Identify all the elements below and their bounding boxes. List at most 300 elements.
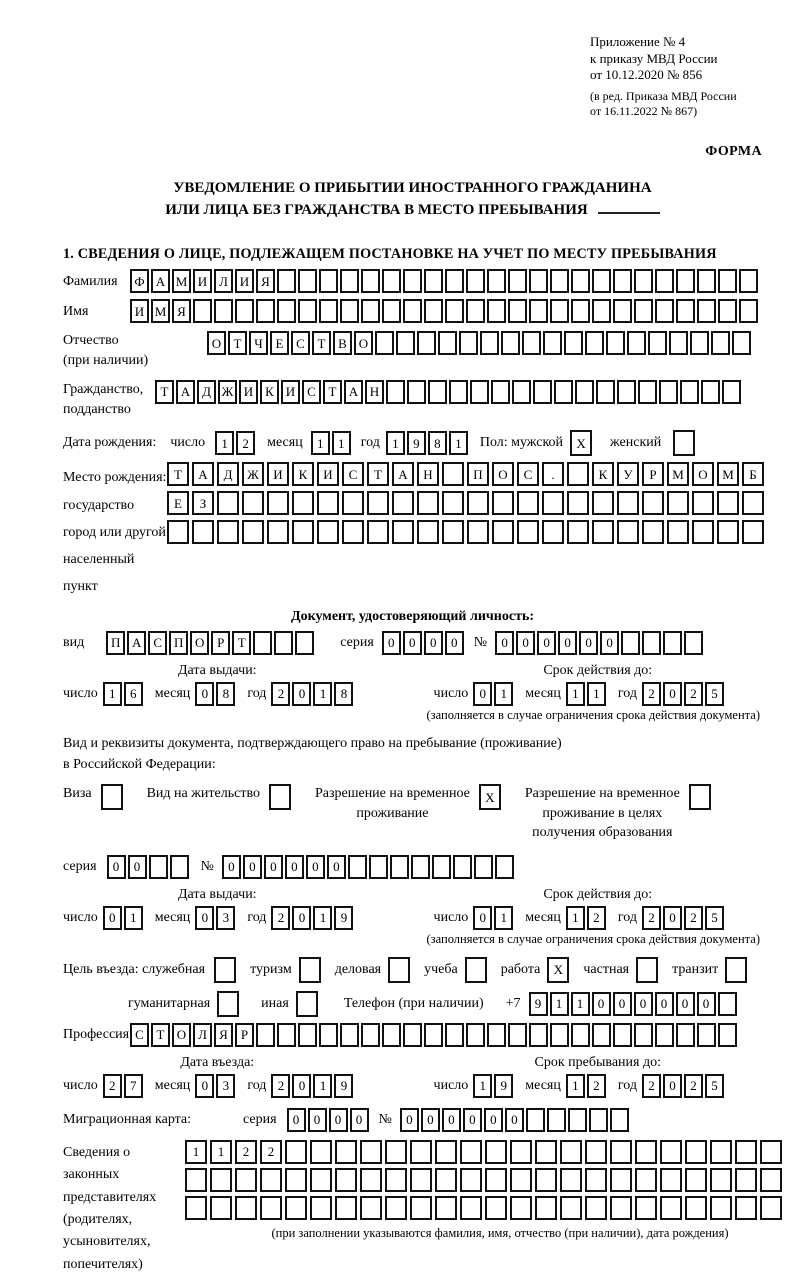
form-cell[interactable]: 5 <box>705 906 724 930</box>
temp-permit-checkbox[interactable] <box>479 784 503 810</box>
form-cell[interactable]: . <box>542 462 564 486</box>
form-cell[interactable] <box>292 520 314 544</box>
valid-day-cells[interactable] <box>473 682 515 706</box>
form-cell[interactable] <box>235 299 254 323</box>
form-cell[interactable]: 0 <box>558 631 577 655</box>
form-cell[interactable] <box>655 299 674 323</box>
purpose-study-checkbox[interactable] <box>465 957 489 983</box>
form-cell[interactable] <box>742 520 764 544</box>
form-cell[interactable]: 8 <box>334 682 353 706</box>
form-cell[interactable]: М <box>151 299 170 323</box>
form-cell[interactable]: 2 <box>587 906 606 930</box>
form-cell[interactable] <box>367 491 389 515</box>
form-cell[interactable] <box>592 520 614 544</box>
form-cell[interactable] <box>267 491 289 515</box>
form-cell[interactable]: Т <box>228 331 247 355</box>
form-cell[interactable] <box>606 331 625 355</box>
form-cell[interactable] <box>642 520 664 544</box>
form-cell[interactable]: И <box>317 462 339 486</box>
form-cell[interactable] <box>648 331 667 355</box>
form-cell[interactable] <box>217 991 239 1017</box>
form-cell[interactable]: Я <box>214 1023 233 1047</box>
form-cell[interactable] <box>407 380 426 404</box>
form-cell[interactable] <box>299 957 321 983</box>
form-cell[interactable]: 9 <box>334 906 353 930</box>
form-cell[interactable] <box>701 380 720 404</box>
res-valid-day-cells[interactable] <box>473 906 515 930</box>
form-cell[interactable] <box>214 299 233 323</box>
form-cell[interactable]: П <box>106 631 125 655</box>
form-cell[interactable] <box>460 1196 482 1220</box>
form-cell[interactable] <box>342 520 364 544</box>
form-cell[interactable] <box>542 520 564 544</box>
form-cell[interactable]: 2 <box>271 682 290 706</box>
form-cell[interactable]: А <box>392 462 414 486</box>
form-cell[interactable] <box>735 1140 757 1164</box>
form-cell[interactable] <box>403 1023 422 1047</box>
form-cell[interactable]: 8 <box>216 682 235 706</box>
form-cell[interactable]: И <box>239 380 258 404</box>
phone-cells[interactable] <box>529 992 739 1016</box>
form-cell[interactable]: 2 <box>684 1074 703 1098</box>
form-cell[interactable] <box>589 1108 608 1132</box>
form-cell[interactable] <box>242 520 264 544</box>
form-cell[interactable]: 0 <box>195 682 214 706</box>
form-cell[interactable]: 2 <box>684 682 703 706</box>
form-cell[interactable]: Р <box>642 462 664 486</box>
form-cell[interactable] <box>277 269 296 293</box>
form-cell[interactable] <box>621 631 640 655</box>
form-cell[interactable] <box>385 1140 407 1164</box>
form-cell[interactable]: С <box>342 462 364 486</box>
purpose-private-checkbox[interactable] <box>636 957 660 983</box>
form-cell[interactable]: 1 <box>332 431 351 455</box>
form-cell[interactable]: 1 <box>566 682 585 706</box>
birth-day-cells[interactable] <box>215 431 257 455</box>
form-cell[interactable] <box>742 491 764 515</box>
form-cell[interactable] <box>445 299 464 323</box>
form-cell[interactable] <box>717 520 739 544</box>
form-cell[interactable] <box>149 855 168 879</box>
form-cell[interactable] <box>635 1168 657 1192</box>
form-cell[interactable]: 1 <box>215 431 234 455</box>
form-cell[interactable]: 0 <box>473 682 492 706</box>
stay-day-cells[interactable] <box>473 1074 515 1098</box>
form-cell[interactable] <box>417 491 439 515</box>
form-cell[interactable] <box>442 520 464 544</box>
form-cell[interactable] <box>217 520 239 544</box>
form-cell[interactable]: 0 <box>634 992 653 1016</box>
res-valid-year-cells[interactable] <box>642 906 726 930</box>
form-cell[interactable] <box>617 380 636 404</box>
form-cell[interactable] <box>260 1168 282 1192</box>
female-checkbox[interactable] <box>673 430 697 456</box>
form-cell[interactable] <box>310 1168 332 1192</box>
form-cell[interactable] <box>718 269 737 293</box>
form-cell[interactable] <box>634 1023 653 1047</box>
form-cell[interactable]: 1 <box>587 682 606 706</box>
form-cell[interactable] <box>466 299 485 323</box>
form-cell[interactable]: Т <box>167 462 189 486</box>
form-cell[interactable]: 9 <box>494 1074 513 1098</box>
form-cell[interactable]: 1 <box>566 906 585 930</box>
form-cell[interactable] <box>298 299 317 323</box>
form-cell[interactable] <box>510 1140 532 1164</box>
form-cell[interactable]: 0 <box>350 1108 369 1132</box>
form-cell[interactable] <box>660 1168 682 1192</box>
form-cell[interactable] <box>361 299 380 323</box>
form-cell[interactable]: 0 <box>421 1108 440 1132</box>
form-cell[interactable] <box>642 491 664 515</box>
form-cell[interactable] <box>438 331 457 355</box>
form-cell[interactable]: X <box>570 430 592 456</box>
form-cell[interactable] <box>449 380 468 404</box>
form-cell[interactable]: 0 <box>676 992 695 1016</box>
form-cell[interactable] <box>634 299 653 323</box>
purpose-official-checkbox[interactable] <box>214 957 238 983</box>
form-cell[interactable]: М <box>172 269 191 293</box>
form-cell[interactable] <box>410 1196 432 1220</box>
form-cell[interactable] <box>554 380 573 404</box>
residence-series-cells[interactable] <box>107 855 191 879</box>
form-cell[interactable] <box>485 1196 507 1220</box>
form-cell[interactable]: 1 <box>185 1140 207 1164</box>
entry-year-cells[interactable] <box>271 1074 355 1098</box>
citizenship-cells[interactable] <box>155 380 743 404</box>
form-cell[interactable]: О <box>354 331 373 355</box>
form-cell[interactable]: 0 <box>400 1108 419 1132</box>
entry-day-cells[interactable] <box>103 1074 145 1098</box>
form-cell[interactable] <box>564 331 583 355</box>
form-cell[interactable] <box>669 331 688 355</box>
form-cell[interactable]: З <box>192 491 214 515</box>
form-cell[interactable]: 1 <box>571 992 590 1016</box>
form-cell[interactable] <box>375 331 394 355</box>
form-cell[interactable]: 0 <box>285 855 304 879</box>
form-cell[interactable]: 1 <box>473 1074 492 1098</box>
form-cell[interactable] <box>296 991 318 1017</box>
form-cell[interactable] <box>717 491 739 515</box>
surname-cells[interactable] <box>130 269 760 293</box>
form-cell[interactable]: Д <box>197 380 216 404</box>
form-cell[interactable] <box>235 1196 257 1220</box>
form-cell[interactable] <box>697 1023 716 1047</box>
form-cell[interactable] <box>480 331 499 355</box>
form-cell[interactable] <box>492 520 514 544</box>
form-cell[interactable]: Р <box>235 1023 254 1047</box>
form-cell[interactable] <box>167 520 189 544</box>
form-cell[interactable] <box>256 299 275 323</box>
form-cell[interactable] <box>725 957 747 983</box>
valid-month-cells[interactable] <box>566 682 608 706</box>
form-cell[interactable] <box>453 855 472 879</box>
patronymic-cells[interactable] <box>207 331 753 355</box>
form-cell[interactable] <box>635 1140 657 1164</box>
form-cell[interactable]: 3 <box>216 1074 235 1098</box>
form-cell[interactable]: 0 <box>697 992 716 1016</box>
form-cell[interactable] <box>550 269 569 293</box>
form-cell[interactable]: Т <box>155 380 174 404</box>
form-cell[interactable] <box>424 1023 443 1047</box>
form-cell[interactable]: 0 <box>655 992 674 1016</box>
form-cell[interactable]: Т <box>151 1023 170 1047</box>
form-cell[interactable] <box>385 1196 407 1220</box>
form-cell[interactable] <box>256 1023 275 1047</box>
form-cell[interactable] <box>403 269 422 293</box>
form-cell[interactable] <box>692 491 714 515</box>
form-cell[interactable]: Ж <box>218 380 237 404</box>
form-cell[interactable] <box>403 299 422 323</box>
form-cell[interactable]: 0 <box>195 906 214 930</box>
res-issue-day-cells[interactable] <box>103 906 145 930</box>
form-cell[interactable]: И <box>281 380 300 404</box>
form-cell[interactable] <box>529 269 548 293</box>
form-cell[interactable] <box>442 462 464 486</box>
form-cell[interactable] <box>547 1108 566 1132</box>
form-cell[interactable] <box>710 1168 732 1192</box>
form-cell[interactable]: 8 <box>428 431 447 455</box>
form-cell[interactable]: 2 <box>684 906 703 930</box>
form-cell[interactable]: С <box>130 1023 149 1047</box>
form-cell[interactable] <box>342 491 364 515</box>
form-cell[interactable] <box>617 491 639 515</box>
form-cell[interactable] <box>660 1196 682 1220</box>
form-cell[interactable]: 5 <box>705 1074 724 1098</box>
form-cell[interactable] <box>571 269 590 293</box>
form-cell[interactable] <box>690 331 709 355</box>
form-cell[interactable] <box>567 462 589 486</box>
form-cell[interactable] <box>474 855 493 879</box>
form-cell[interactable] <box>470 380 489 404</box>
form-cell[interactable] <box>567 491 589 515</box>
form-cell[interactable] <box>610 1108 629 1132</box>
entry-month-cells[interactable] <box>195 1074 237 1098</box>
form-cell[interactable] <box>392 491 414 515</box>
form-cell[interactable] <box>460 1140 482 1164</box>
form-cell[interactable] <box>760 1140 782 1164</box>
form-cell[interactable]: 2 <box>103 1074 122 1098</box>
form-cell[interactable] <box>711 331 730 355</box>
form-cell[interactable] <box>185 1196 207 1220</box>
form-cell[interactable]: 0 <box>484 1108 503 1132</box>
form-cell[interactable] <box>634 269 653 293</box>
form-cell[interactable] <box>295 631 314 655</box>
form-cell[interactable] <box>487 1023 506 1047</box>
form-cell[interactable]: Н <box>417 462 439 486</box>
form-cell[interactable] <box>735 1168 757 1192</box>
form-cell[interactable] <box>722 380 741 404</box>
form-cell[interactable]: 0 <box>287 1108 306 1132</box>
form-cell[interactable]: 0 <box>592 992 611 1016</box>
doc-kind-cells[interactable] <box>106 631 316 655</box>
form-cell[interactable] <box>242 491 264 515</box>
form-cell[interactable]: 1 <box>103 682 122 706</box>
form-cell[interactable] <box>585 1140 607 1164</box>
residence-permit-checkbox[interactable] <box>269 784 293 810</box>
form-cell[interactable] <box>319 1023 338 1047</box>
form-cell[interactable] <box>317 491 339 515</box>
form-cell[interactable]: И <box>130 299 149 323</box>
form-cell[interactable] <box>466 269 485 293</box>
form-cell[interactable]: Б <box>742 462 764 486</box>
stay-year-cells[interactable] <box>642 1074 726 1098</box>
form-cell[interactable]: 0 <box>306 855 325 879</box>
form-cell[interactable] <box>192 520 214 544</box>
purpose-tourism-checkbox[interactable] <box>299 957 323 983</box>
form-cell[interactable] <box>760 1168 782 1192</box>
form-cell[interactable] <box>360 1168 382 1192</box>
birth-place-cells-2[interactable] <box>167 491 767 515</box>
form-cell[interactable]: 0 <box>663 906 682 930</box>
form-cell[interactable]: 0 <box>382 631 401 655</box>
form-cell[interactable] <box>485 1140 507 1164</box>
form-cell[interactable] <box>529 1023 548 1047</box>
form-cell[interactable]: Т <box>312 331 331 355</box>
form-cell[interactable]: 1 <box>313 906 332 930</box>
form-cell[interactable] <box>735 1196 757 1220</box>
form-cell[interactable]: Е <box>270 331 289 355</box>
form-cell[interactable] <box>319 269 338 293</box>
form-cell[interactable] <box>467 520 489 544</box>
form-cell[interactable] <box>253 631 272 655</box>
form-cell[interactable]: 0 <box>329 1108 348 1132</box>
form-cell[interactable] <box>685 1140 707 1164</box>
form-cell[interactable] <box>340 1023 359 1047</box>
form-cell[interactable]: 0 <box>292 682 311 706</box>
purpose-other-checkbox[interactable] <box>296 991 320 1017</box>
form-cell[interactable] <box>217 491 239 515</box>
form-cell[interactable]: П <box>169 631 188 655</box>
valid-year-cells[interactable] <box>642 682 726 706</box>
form-cell[interactable]: 0 <box>264 855 283 879</box>
form-cell[interactable] <box>571 1023 590 1047</box>
legal-reps-cells-3[interactable] <box>185 1196 785 1220</box>
form-cell[interactable]: 0 <box>243 855 262 879</box>
form-cell[interactable] <box>655 1023 674 1047</box>
form-cell[interactable] <box>382 1023 401 1047</box>
form-cell[interactable]: О <box>190 631 209 655</box>
stay-month-cells[interactable] <box>566 1074 608 1098</box>
form-cell[interactable]: Я <box>256 269 275 293</box>
legal-reps-cells-1[interactable] <box>185 1140 785 1164</box>
form-cell[interactable] <box>592 269 611 293</box>
form-cell[interactable] <box>697 269 716 293</box>
form-cell[interactable] <box>460 1168 482 1192</box>
form-cell[interactable]: 0 <box>128 855 147 879</box>
form-cell[interactable] <box>571 299 590 323</box>
form-cell[interactable]: Я <box>172 299 191 323</box>
form-cell[interactable]: 2 <box>235 1140 257 1164</box>
form-cell[interactable] <box>592 299 611 323</box>
form-cell[interactable] <box>340 299 359 323</box>
form-cell[interactable] <box>386 380 405 404</box>
res-issue-year-cells[interactable] <box>271 906 355 930</box>
form-cell[interactable] <box>260 1196 282 1220</box>
form-cell[interactable] <box>510 1196 532 1220</box>
form-cell[interactable] <box>424 299 443 323</box>
form-cell[interactable]: 1 <box>311 431 330 455</box>
form-cell[interactable] <box>610 1140 632 1164</box>
form-cell[interactable]: 2 <box>587 1074 606 1098</box>
form-cell[interactable]: 0 <box>579 631 598 655</box>
legal-reps-cells-2[interactable] <box>185 1168 785 1192</box>
form-cell[interactable]: А <box>344 380 363 404</box>
form-cell[interactable]: 0 <box>463 1108 482 1132</box>
form-cell[interactable] <box>310 1196 332 1220</box>
form-cell[interactable]: 1 <box>494 682 513 706</box>
form-cell[interactable] <box>533 380 552 404</box>
form-cell[interactable]: X <box>479 784 501 810</box>
birth-year-cells[interactable] <box>386 431 470 455</box>
form-cell[interactable] <box>310 1140 332 1164</box>
birth-place-cells-1[interactable] <box>167 462 767 486</box>
form-cell[interactable]: 2 <box>260 1140 282 1164</box>
form-cell[interactable] <box>613 269 632 293</box>
form-cell[interactable] <box>667 491 689 515</box>
form-cell[interactable] <box>292 491 314 515</box>
form-cell[interactable] <box>170 855 189 879</box>
form-cell[interactable] <box>697 299 716 323</box>
form-cell[interactable]: 2 <box>642 1074 661 1098</box>
visa-checkbox[interactable] <box>101 784 125 810</box>
form-cell[interactable]: 0 <box>292 1074 311 1098</box>
form-cell[interactable] <box>673 430 695 456</box>
form-cell[interactable] <box>361 269 380 293</box>
form-cell[interactable] <box>101 784 123 810</box>
form-cell[interactable]: 0 <box>103 906 122 930</box>
form-cell[interactable] <box>508 269 527 293</box>
purpose-business-checkbox[interactable] <box>388 957 412 983</box>
form-cell[interactable] <box>465 957 487 983</box>
form-cell[interactable] <box>417 331 436 355</box>
form-cell[interactable] <box>642 631 661 655</box>
male-checkbox[interactable] <box>570 430 594 456</box>
form-cell[interactable]: 0 <box>516 631 535 655</box>
form-cell[interactable]: 0 <box>663 682 682 706</box>
form-cell[interactable] <box>660 1140 682 1164</box>
form-cell[interactable] <box>411 855 430 879</box>
purpose-humanitarian-checkbox[interactable] <box>217 991 241 1017</box>
form-cell[interactable] <box>596 380 615 404</box>
form-cell[interactable] <box>680 380 699 404</box>
form-cell[interactable]: 5 <box>705 682 724 706</box>
form-cell[interactable]: 1 <box>313 1074 332 1098</box>
form-cell[interactable] <box>760 1196 782 1220</box>
form-cell[interactable] <box>543 331 562 355</box>
name-cells[interactable] <box>130 299 760 323</box>
form-cell[interactable] <box>348 855 367 879</box>
form-cell[interactable]: 1 <box>494 906 513 930</box>
form-cell[interactable] <box>710 1140 732 1164</box>
form-cell[interactable] <box>445 1023 464 1047</box>
form-cell[interactable]: М <box>667 462 689 486</box>
profession-cells[interactable] <box>130 1023 739 1047</box>
form-cell[interactable]: О <box>492 462 514 486</box>
form-cell[interactable] <box>269 784 291 810</box>
form-cell[interactable] <box>739 269 758 293</box>
form-cell[interactable]: 1 <box>124 906 143 930</box>
form-cell[interactable] <box>396 331 415 355</box>
form-cell[interactable] <box>567 520 589 544</box>
form-cell[interactable] <box>410 1168 432 1192</box>
form-cell[interactable]: 0 <box>663 1074 682 1098</box>
form-cell[interactable] <box>617 520 639 544</box>
form-cell[interactable] <box>685 1196 707 1220</box>
form-cell[interactable] <box>585 331 604 355</box>
form-cell[interactable]: А <box>176 380 195 404</box>
form-cell[interactable] <box>442 491 464 515</box>
form-cell[interactable] <box>285 1196 307 1220</box>
